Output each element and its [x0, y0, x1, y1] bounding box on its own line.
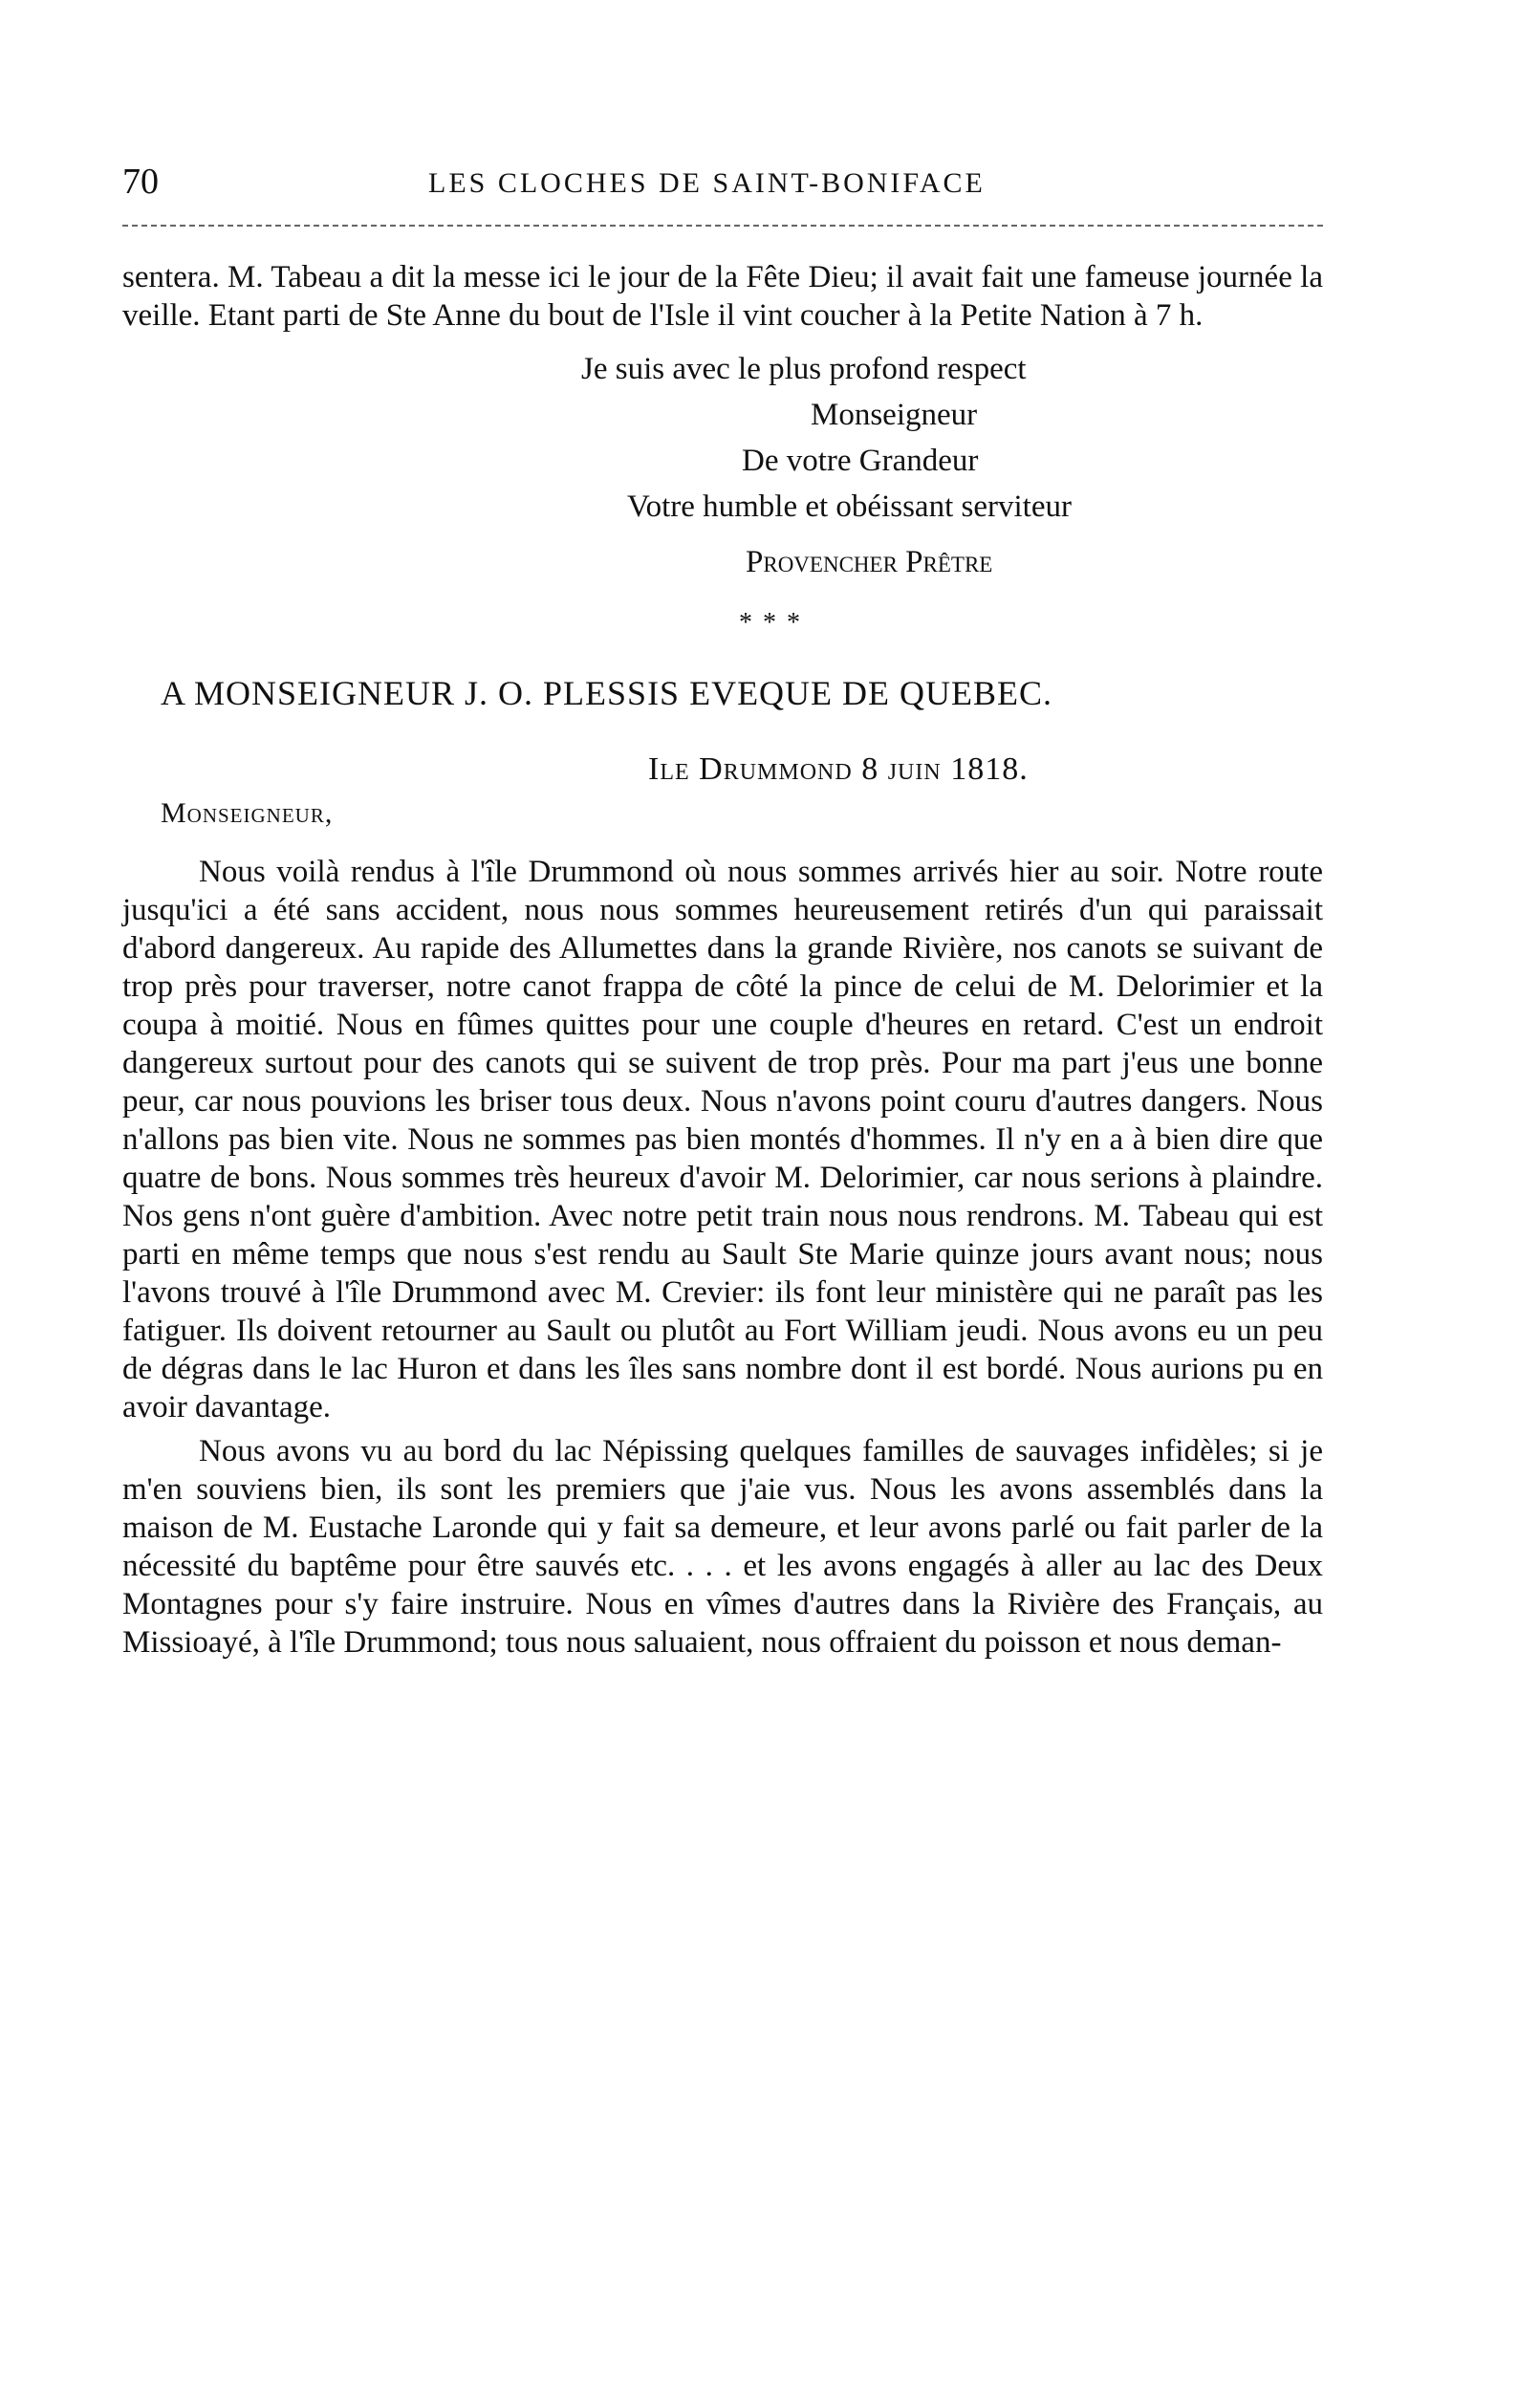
- signature-line: De votre Grandeur: [742, 444, 979, 478]
- header-rule: [122, 225, 1323, 227]
- signature-line: Monseigneur: [811, 398, 978, 432]
- signature-line: Je suis avec le plus profond respect: [581, 352, 1027, 386]
- letter-heading: A MONSEIGNEUR J. O. PLESSIS EVEQUE DE QUEBEC.: [161, 674, 1053, 712]
- signature-line: Votre humble et obéissant serviteur: [627, 489, 1072, 524]
- page-number: 70: [122, 162, 159, 202]
- letter-dateline: Ile Drummond 8 juin 1818.: [648, 751, 1029, 787]
- book-page: [122, 143, 1323, 1662]
- letter-paragraph: Nous voilà rendus à l'île Drummond où nous sommes arrivés hier au soir. Notre route jusqu'ici a été sans accident, nous nous sommes heureusement retirés d'un qui paraissait d'abord dangereux. Au rapide des Allumettes dans la grande Rivière, nos canots se suivant de trop près pour traverser, notre canot frappa de côté la pince de celui de M. Delorimier et la coupa à moitié. Nous en fûmes quittes pour une couple d'heures en retard. C'est un endroit dangereux surtout pour des canots qui se suivent de trop près. Pour ma part j'eus une bonne peur, car nous pouvions les briser tous deux. Nous n'avons point couru d'autres dangers. Nous n'allons pas bien vite. Nous ne sommes pas bien montés d'hommes. Il n'y en a à bien dire que quatre de bons. Nous sommes très heureux d'avoir M. Delorimier, car nous serions à plaindre. Nos gens n'ont guère d'ambition. Avec notre petit train nous nous rendrons. M. Tabeau qui est parti en même temps que nous s'est rendu au Sault Ste Marie quinze jours avant nous; nous l'avons trouvé à l'île Drummond avec M. Crevier: ils font leur ministère qui ne paraît pas les fatiguer. Ils doivent retourner au Sault ou plutôt au Fort William jeudi. Nous avons eu un peu de dégras dans le lac Huron et dans les îles sans nombre dont il est bordé. Nous aurions pu en avoir davantage.: [122, 855, 1323, 1424]
- letter-paragraph: Nous avons vu au bord du lac Népissing quelques familles de sauvages infidèles; si je m'en souviens bien, ils sont les premiers que j'aie vus. Nous les avons assemblés dans la maison de M. Eustache Laronde qui y fait sa demeure, et leur avons parlé ou fait parler de la nécessité du baptême pour être sauvés etc. . . . et les avons engagés à aller au lac des Deux Montagnes pour s'y faire instruire. Nous en vîmes d'autres dans la Rivière des Français, au Missioayé, à l'île Drummond; tous nous saluaient, nous offraient du poisson et nous deman-: [122, 1434, 1323, 1660]
- signature-name: Provencher Prêtre: [746, 545, 993, 579]
- running-head: LES CLOCHES DE SAINT-BONIFACE: [428, 167, 986, 199]
- signature-block: [122, 346, 1323, 585]
- page-header: [122, 143, 1323, 210]
- asterism-divider: * * *: [739, 608, 802, 638]
- letter-salutation: Monseigneur,: [161, 797, 334, 829]
- continuation-paragraph: sentera. M. Tabeau a dit la messe ici le jour de la Fête Dieu; il avait fait une fameuse journée la veille. Etant parti de Ste Anne du bout de l'Isle il vint coucher à la Petite Nation à 7 h.: [122, 260, 1323, 333]
